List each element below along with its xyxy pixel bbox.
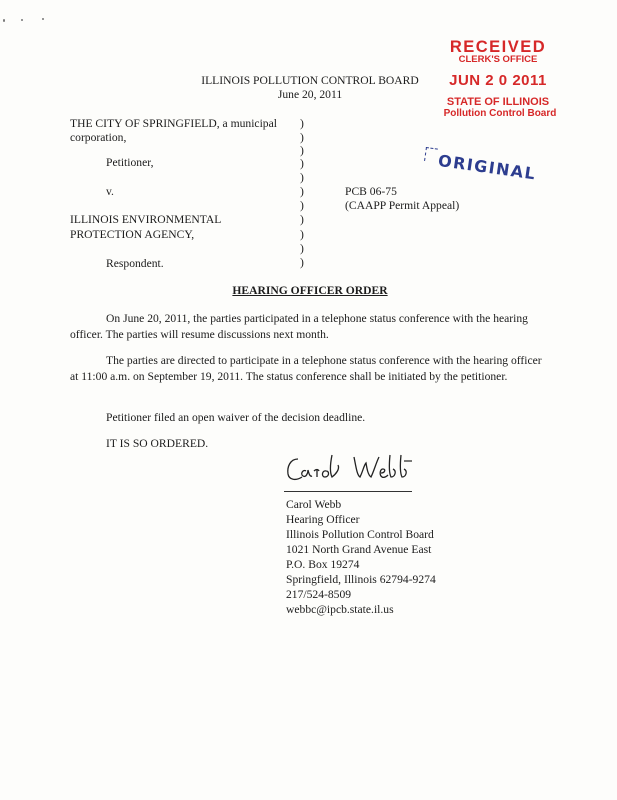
closing-ordered: IT IS SO ORDERED. xyxy=(106,437,209,450)
versus: v. xyxy=(106,185,114,198)
paragraph-directive: The parties are directed to participate in a telephone status conference with the hearing officer at 11:00 a.m. on September 19, 2011. The status conference shall be initiated by the petitioner. xyxy=(70,354,542,383)
case-type: (CAAPP Permit Appeal) xyxy=(345,199,460,212)
board-name: ILLINOIS POLLUTION CONTROL BOARD xyxy=(201,74,419,87)
original-stamp xyxy=(421,147,545,199)
case-number: PCB 06-75 xyxy=(345,185,397,198)
petitioner-name-line1: THE CITY OF SPRINGFIELD, a municipal xyxy=(70,117,277,130)
paragraph-waiver: Petitioner filed an open waiver of the decision deadline. xyxy=(106,411,366,424)
signer-city: Springfield, Illinois 62794-9274 xyxy=(286,573,436,586)
order-title: HEARING OFFICER ORDER xyxy=(232,284,388,297)
petitioner-name-line2: corporation, xyxy=(70,131,127,144)
signer-email: webbc@ipcb.state.il.us xyxy=(286,603,394,616)
petitioner-role: Petitioner, xyxy=(106,156,154,169)
signer-name: Carol Webb xyxy=(286,498,342,511)
stamp-clerk-office: CLERK'S OFFICE xyxy=(458,54,538,65)
respondent-name-line1: ILLINOIS ENVIRONMENTAL xyxy=(70,213,222,226)
stamp-received: RECEIVED xyxy=(449,38,547,56)
signature-line xyxy=(284,491,412,492)
original-bracket xyxy=(424,147,438,163)
paragraph-status-conference: On June 20, 2011, the parties participated in a telephone status conference with the hearing officer. The parties will resume discussions next month. xyxy=(70,312,528,341)
respondent-role: Respondent. xyxy=(106,257,164,270)
stamp-board: Pollution Control Board xyxy=(443,108,557,119)
original-text: ORIGINAL xyxy=(436,150,538,184)
signer-street: 1021 North Grand Avenue East xyxy=(286,543,432,556)
signer-phone: 217/524-8509 xyxy=(286,588,352,601)
respondent-name-line2: PROTECTION AGENCY, xyxy=(70,228,195,241)
order-date: June 20, 2011 xyxy=(277,88,343,101)
signer-pobox: P.O. Box 19274 xyxy=(286,558,360,571)
signature-stroke xyxy=(284,447,434,487)
signer-org: Illinois Pollution Control Board xyxy=(286,528,434,541)
handwritten-signature xyxy=(284,447,434,487)
stamp-date: JUN 2 0 2011 xyxy=(449,72,547,89)
signer-title: Hearing Officer xyxy=(286,513,360,526)
stamp-state: STATE OF ILLINOIS xyxy=(446,96,550,108)
